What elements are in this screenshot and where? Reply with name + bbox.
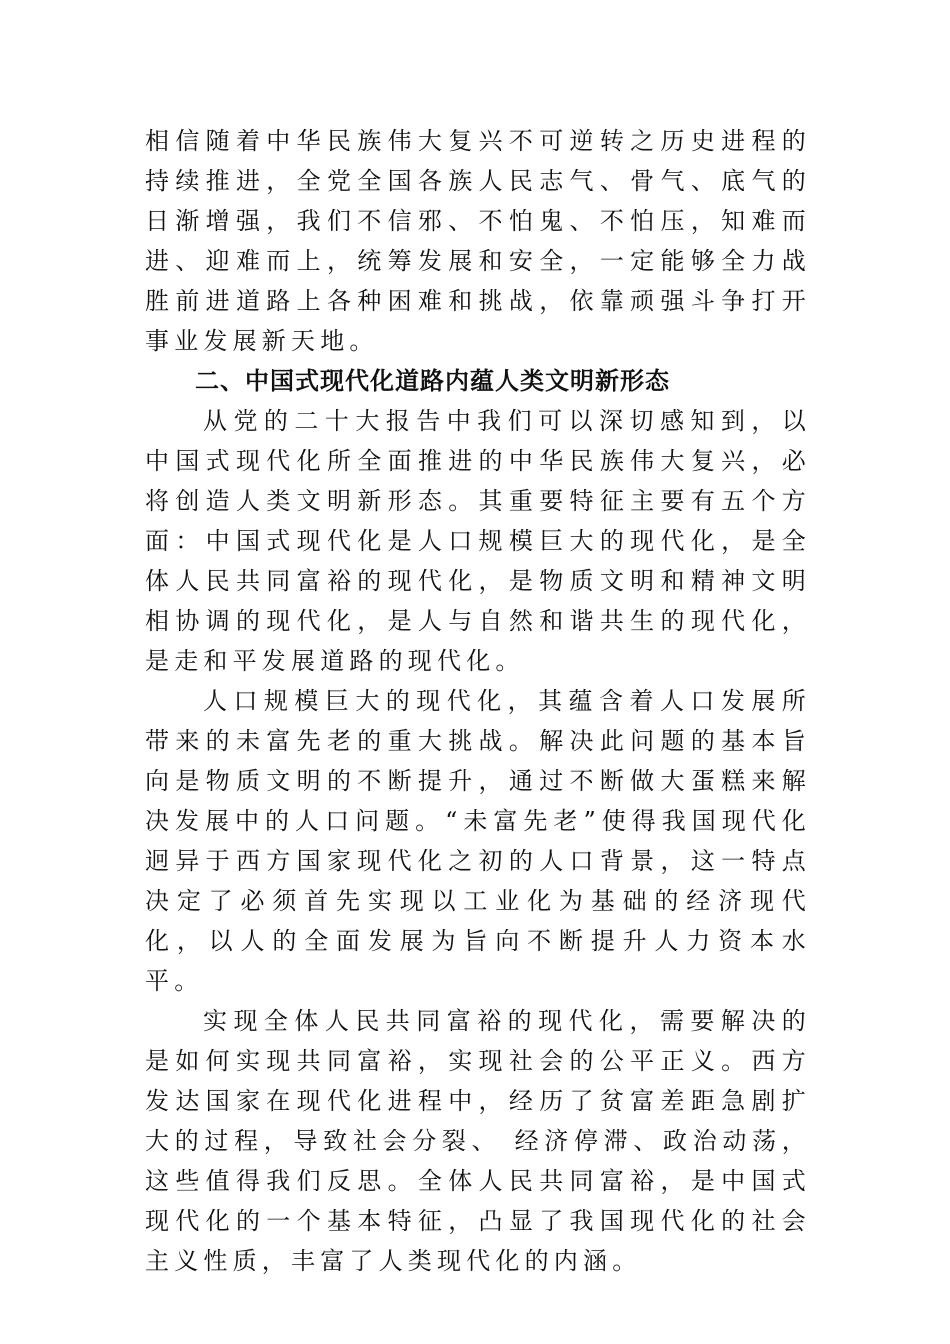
paragraph-common-prosperity: 实现全体人民共同富裕的现代化，需要解决的是如何实现共同富裕，实现社会的公平正义。西方发达国家在现代化进程中，经历了贫富差距急剧扩大的过程，导致社会分裂、 经济停滞、政治动荡，这些值得我们反思。全体人民共同富裕，是中国式现代化的一个基本特征，凸显了我国现代化的社会主义性质，丰富了人类现代化的内涵。: [145, 1007, 811, 1275]
section-heading: 二、中国式现代化道路内蕴人类文明新形态: [195, 367, 670, 395]
paragraph-five-features: 从党的二十大报告中我们可以深切感知到，以中国式现代化所全面推进的中华民族伟大复兴，必将创造人类文明新形态。其重要特征主要有五个方面：中国式现代化是人口规模巨大的现代化，是全体人民共同富裕的现代化，是物质文明和精神文明相协调的现代化，是人与自然和谐共生的现代化，是走和平发展道路的现代化。: [145, 407, 811, 675]
document-body: [145, 121, 811, 1281]
paragraph-continuation: 相信随着中华民族伟大复兴不可逆转之历史进程的持续推进，全党全国各族人民志气、骨气、底气的日渐增强，我们不信邪、不怕鬼、不怕压，知难而进、迎难而上，统筹发展和安全，一定能够全力战胜前进道路上各种困难和挑战，依靠顽强斗争打开事业发展新天地。: [145, 127, 811, 355]
paragraph-population-scale: 人口规模巨大的现代化，其蕴含着人口发展所带来的未富先老的重大挑战。解决此问题的基本旨向是物质文明的不断提升，通过不断做大蛋糕来解决发展中的人口问题。“未富先老”使得我国现代化迥异于西方国家现代化之初的人口背景，这一特点决定了必须首先实现以工业化为基础的经济现代化，以人的全面发展为旨向不断提升人力资本水平。: [145, 687, 811, 995]
